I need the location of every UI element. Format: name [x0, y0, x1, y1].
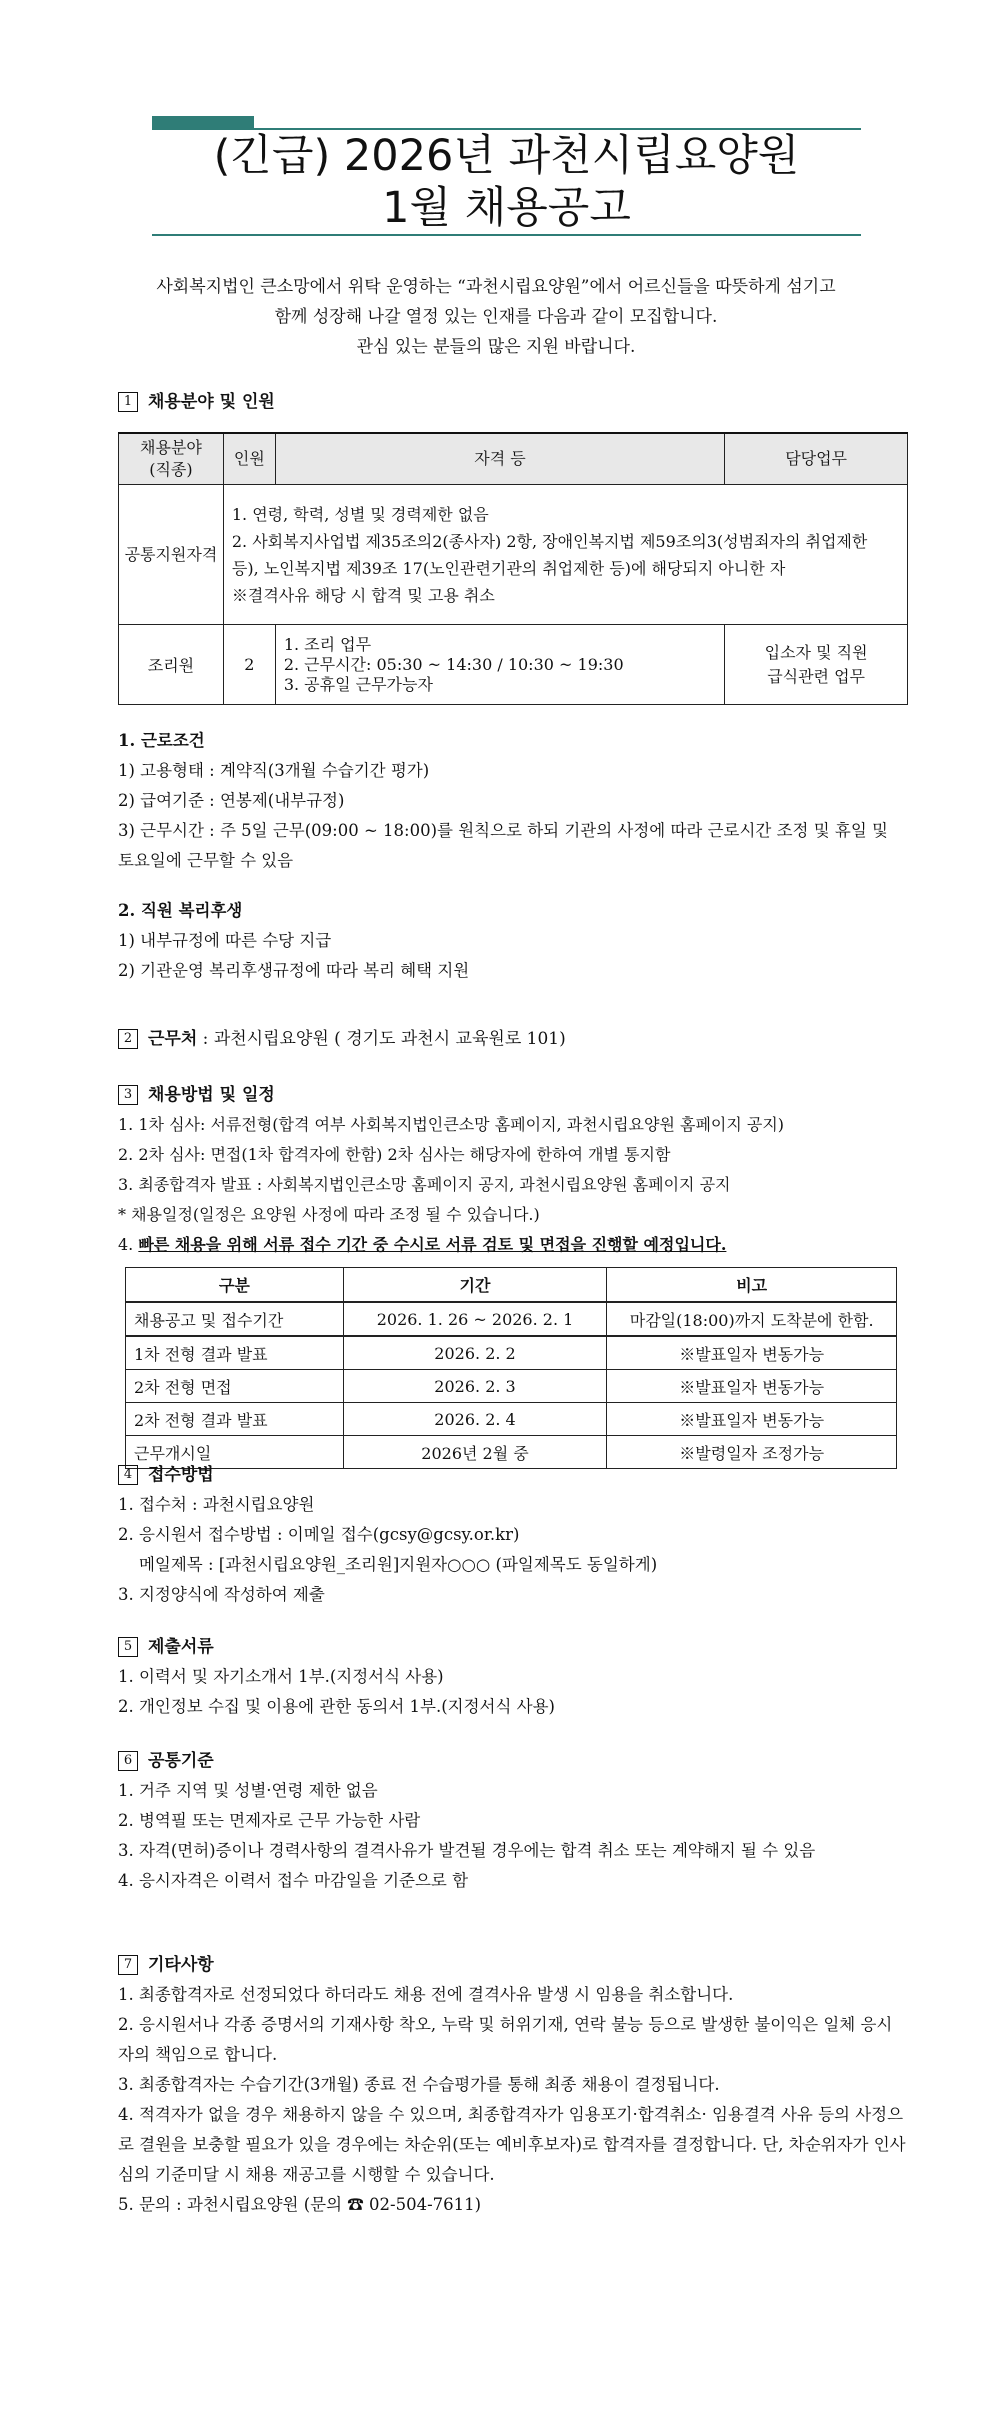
section-6-heading [118, 1748, 214, 1774]
cook-qualification-cell [275, 625, 724, 705]
welfare [118, 896, 908, 986]
common-line-3: ※결격사유 해당 시 합격 및 고용 취소 [231, 585, 495, 605]
apply-line-3: 메일제목 : [과천시립요양원_조리원]지원자○○○ (파일제목도 동일하게) [118, 1555, 658, 1574]
criteria-line-2: 2. 병역필 또는 면제자로 근무 가능한 사람 [118, 1811, 421, 1830]
criteria-line-1: 1. 거주 지역 및 성별·연령 제한 없음 [118, 1781, 378, 1800]
schedule-cell: 1차 전형 결과 발표 [126, 1336, 344, 1370]
section-4-body [118, 1490, 908, 1610]
fast-hiring-note: 빠른 채용을 위해 서류 접수 기간 중 수시로 서류 검토 및 면접을 진행할 예정입니다. [138, 1235, 727, 1254]
common-label: 공통지원자격 [119, 485, 224, 625]
schedule-header-category: 구분 [126, 1268, 344, 1303]
page-title [152, 130, 861, 234]
work-heading: 1. 근로조건 [118, 731, 205, 750]
section-1-heading [118, 389, 275, 415]
common-line-1: 1. 연령, 학력, 성별 및 경력제한 없음 [231, 504, 489, 524]
docs-line-1: 1. 이력서 및 자기소개서 1부.(지정서식 사용) [118, 1667, 444, 1686]
schedule-header-note: 비고 [607, 1268, 897, 1303]
table-row [126, 1370, 897, 1403]
note-prefix: 4. [118, 1235, 139, 1254]
method-line-1: 1. 1차 심사: 서류전형(합격 여부 사회복지법인큰소망 홈페이지, 과천시립요양원 홈페이지 공지) [118, 1115, 785, 1134]
section-3-title: 채용방법 및 일정 [148, 1085, 275, 1105]
docs-line-2: 2. 개인정보 수집 및 이용에 관한 동의서 1부.(지정서식 사용) [118, 1697, 555, 1716]
schedule-cell: 2026년 2월 중 [343, 1436, 607, 1469]
cook-duty-cell [725, 625, 908, 705]
section-number-box: 2 [118, 1029, 138, 1049]
intro-line-2: 함께 성장해 나갈 열정 있는 인재를 다음과 같이 모집합니다. [274, 307, 718, 327]
section-number-box: 6 [118, 1751, 138, 1771]
cook-row [119, 625, 908, 705]
title-rule-bottom [152, 234, 861, 236]
misc-line-3: 3. 최종합격자는 수습기간(3개월) 종료 전 수습평가를 통해 최종 채용이 결정됩니다. [118, 2075, 720, 2094]
workplace-address: : 과천시립요양원 ( 경기도 과천시 교육원로 101) [197, 1029, 566, 1049]
common-line-2: 2. 사회복지사업법 제35조의2(종사자) 2항, 장애인복지법 제59조의3(성범죄자의 취업제한 등), 노인복지법 제39조 17(노인관련기관의 취업제한 등)에 해당되지 아니한 자 [231, 531, 868, 578]
section-6-body [118, 1776, 908, 1896]
method-line-5 [118, 1230, 908, 1260]
section-6-title: 공통기준 [148, 1751, 214, 1771]
welfare-line-2: 2) 기관운영 복리후생규정에 따라 복리 혜택 지원 [118, 961, 470, 980]
welfare-line-1: 1) 내부규정에 따른 수당 지급 [118, 931, 332, 950]
contact-line: 5. 문의 : 과천시립요양원 (문의 ☎ 02-504-7611) [118, 2195, 482, 2214]
cook-count: 2 [223, 625, 275, 705]
welfare-heading: 2. 직원 복리후생 [118, 901, 243, 920]
header-qualification: 자격 등 [275, 433, 724, 485]
header-duty: 담당업무 [725, 433, 908, 485]
work-line-3: 3) 근무시간 : 주 5일 근무(09:00 ~ 18:00)를 원칙으로 하되 기관의 사정에 따라 근로시간 조정 및 휴일 및 토요일에 근무할 수 있음 [118, 821, 894, 870]
schedule-header [126, 1268, 897, 1303]
section-3-heading [118, 1082, 275, 1108]
section-number-box: 1 [118, 392, 138, 412]
header-field [119, 433, 224, 485]
section-3-body [118, 1110, 908, 1260]
schedule-cell: ※발표일자 변동가능 [607, 1370, 897, 1403]
schedule-cell: 2차 전형 면접 [126, 1370, 344, 1403]
header-field-label: 채용분야 (직종) [140, 438, 202, 479]
schedule-cell: 근무개시일 [126, 1436, 344, 1469]
section-number-box: 3 [118, 1085, 138, 1105]
section-number-box: 7 [118, 1955, 138, 1975]
cook-duty: 입소자 및 직원 급식관련 업무 [764, 642, 868, 686]
schedule-table [125, 1267, 897, 1469]
section-4-title: 접수방법 [148, 1465, 214, 1485]
common-qualification-row [119, 485, 908, 625]
misc-line-1: 1. 최종합격자로 선정되었다 하더라도 채용 전에 결격사유 발생 시 임용을 취소합니다. [118, 1985, 734, 2004]
misc-line-4: 4. 적격자가 없을 경우 채용하지 않을 수 있으며, 최종합격자가 임용포기·합격취소· 임용결격 사유 등의 사정으로 결원을 보충할 필요가 있을 경우에는 차순위(또는 예비후보자)로 합격자를 결정합니다. 단, 차순위자가 인사심의 기준미달 시 채용 재공고를 시행할 수 있습니다. [118, 2105, 906, 2184]
header-count: 인원 [223, 433, 275, 485]
intro-text [70, 272, 922, 362]
schedule-header-period: 기간 [343, 1268, 607, 1303]
table-row [126, 1403, 897, 1436]
cook-label: 조리원 [119, 625, 224, 705]
apply-line-4: 3. 지정양식에 작성하여 제출 [118, 1585, 325, 1604]
apply-line-2: 2. 응시원서 접수방법 : 이메일 접수(gcsy@gcsy.or.kr) [118, 1525, 520, 1544]
section-2-heading [118, 1026, 566, 1052]
recruit-table-header [119, 433, 908, 485]
schedule-cell: 마감일(18:00)까지 도착분에 한함. [607, 1302, 897, 1336]
intro-line-3: 관심 있는 분들의 많은 지원 바랍니다. [356, 337, 636, 357]
schedule-cell: 2026. 2. 4 [343, 1403, 607, 1436]
schedule-cell: 2026. 2. 3 [343, 1370, 607, 1403]
cook-line-2: 2. 근무시간: 05:30 ~ 14:30 / 10:30 ~ 19:30 [283, 654, 624, 674]
criteria-line-4: 4. 응시자격은 이력서 접수 마감일을 기준으로 함 [118, 1871, 469, 1890]
schedule-cell: ※발표일자 변동가능 [607, 1403, 897, 1436]
schedule-cell: 채용공고 및 접수기간 [126, 1302, 344, 1336]
schedule-cell: ※발령일자 조정가능 [607, 1436, 897, 1469]
section-2-title: 근무처 [148, 1029, 198, 1049]
misc-line-2: 2. 응시원서나 각종 증명서의 기재사항 착오, 누락 및 허위기재, 연락 불능 등으로 발생한 불이익은 일체 응시자의 책임으로 합니다. [118, 2015, 893, 2064]
section-number-box: 5 [118, 1637, 138, 1657]
title-line-1: (긴급) 2026년 과천시립요양원 [213, 131, 800, 181]
section-7-title: 기타사항 [148, 1955, 214, 1975]
intro-line-1: 사회복지법인 큰소망에서 위탁 운영하는 “과천시립요양원”에서 어르신들을 따뜻하게 섬기고 [156, 277, 836, 297]
section-1-title: 채용분야 및 인원 [148, 392, 275, 412]
method-line-3: 3. 최종합격자 발표 : 사회복지법인큰소망 홈페이지 공지, 과천시립요양원 홈페이지 공지 [118, 1175, 731, 1194]
recruit-table [118, 432, 908, 705]
method-line-2: 2. 2차 심사: 면접(1차 합격자에 한함) 2차 심사는 해당자에 한하여 개별 통지함 [118, 1145, 671, 1164]
section-5-body [118, 1662, 908, 1722]
section-7-body [118, 1980, 908, 2220]
apply-line-1: 1. 접수처 : 과천시립요양원 [118, 1495, 315, 1514]
schedule-cell: 2026. 1. 26 ~ 2026. 2. 1 [343, 1302, 607, 1336]
method-line-4: * 채용일정(일정은 요양원 사정에 따라 조정 될 수 있습니다.) [118, 1205, 540, 1224]
title-line-2: 1월 채용공고 [382, 183, 631, 233]
common-qualification-cell [223, 485, 907, 625]
criteria-line-3: 3. 자격(면허)증이나 경력사항의 결격사유가 발견될 경우에는 합격 취소 또는 계약해지 될 수 있음 [118, 1841, 816, 1860]
schedule-cell: 2026. 2. 2 [343, 1336, 607, 1370]
section-5-heading [118, 1634, 214, 1660]
cook-line-1: 1. 조리 업무 [283, 634, 372, 654]
section-number-box: 4 [118, 1465, 138, 1485]
work-conditions [118, 726, 908, 876]
schedule-cell: ※발표일자 변동가능 [607, 1336, 897, 1370]
table-row [126, 1436, 897, 1469]
cook-line-3: 3. 공휴일 근무가능자 [283, 674, 433, 694]
section-4-heading [118, 1462, 214, 1488]
section-7-heading [118, 1952, 214, 1978]
schedule-cell: 2차 전형 결과 발표 [126, 1403, 344, 1436]
work-line-1: 1) 고용형태 : 계약직(3개월 수습기간 평가) [118, 761, 430, 780]
table-row [126, 1336, 897, 1370]
table-row [126, 1302, 897, 1336]
work-line-2: 2) 급여기준 : 연봉제(내부규정) [118, 791, 345, 810]
section-5-title: 제출서류 [148, 1637, 214, 1657]
